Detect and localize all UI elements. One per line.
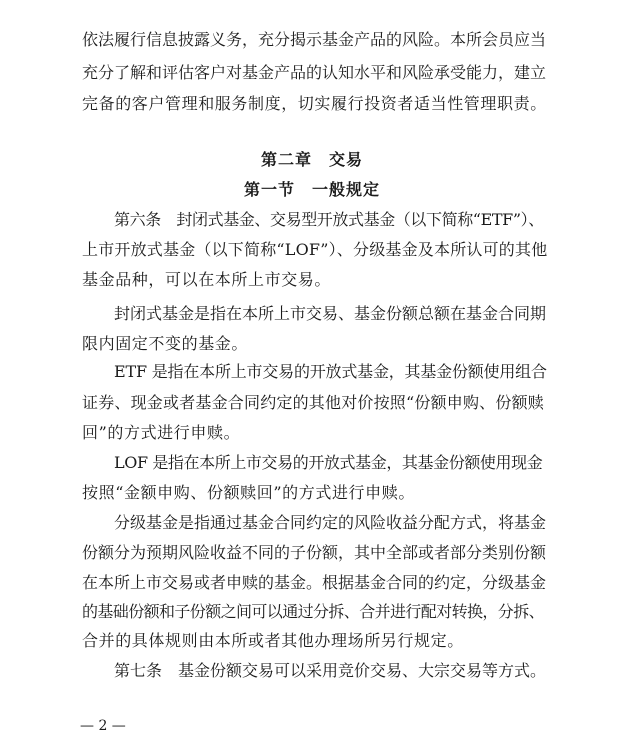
page-number: — 2 — [80,718,126,734]
article-6-line: 基金品种，可以在本所上市交易。 [82,270,332,289]
lof-definition-line: LOF 是指在本所上市交易的开放式基金，其基金份额使用现金 [114,453,543,472]
graded-fund-definition-line: 合并的具体规则由本所或者其他办理场所另行规定。 [82,631,464,650]
graded-fund-definition-line: 的基础份额和子份额之间可以通过分拆、合并进行配对转换，分拆、 [82,602,545,621]
graded-fund-definition-line: 在本所上市交易或者申赎的基金。根据基金合同的约定，分级基金 [82,573,547,592]
graded-fund-definition-line: 份额分为预期风险收益不同的子份额，其中全部或者部分类别份额 [82,543,547,562]
article-7-line: 第七条 基金份额交易可以采用竞价交易、大宗交易等方式。 [114,661,547,680]
graded-fund-definition-line: 分级基金是指通过基金合同约定的风险收益分配方式，将基金 [114,513,547,532]
article-6-line: 上市开放式基金（以下简称“LOF”）、分级基金及本所认可的其他 [82,240,548,259]
section-title: 第一节 一般规定 [243,180,380,199]
etf-definition-line: 回”的方式进行申赎。 [82,423,241,442]
closed-fund-definition-line: 限内固定不变的基金。 [82,334,249,353]
intro-line: 依法履行信息披露义务，充分揭示基金产品的风险。本所会员应当 [82,30,547,49]
lof-definition-line: 按照“金额申购、份额赎回”的方式进行申赎。 [82,483,415,502]
etf-definition-line: 证券、现金或者基金合同约定的其他对价按照“份额申购、份额赎 [82,393,544,412]
article-6-line: 第六条 封闭式基金、交易型开放式基金（以下简称“ETF”）、 [114,210,544,229]
intro-line: 充分了解和评估客户对基金产品的认知水平和风险承受能力，建立 [82,63,547,82]
intro-line: 完备的客户管理和服务制度，切实履行投资者适当性管理职责。 [82,94,547,113]
closed-fund-definition-line: 封闭式基金是指在本所上市交易、基金份额总额在基金合同期 [114,304,547,323]
etf-definition-line: ETF 是指在本所上市交易的开放式基金，其基金份额使用组合 [114,362,547,381]
chapter-title: 第二章 交易 [260,150,363,169]
